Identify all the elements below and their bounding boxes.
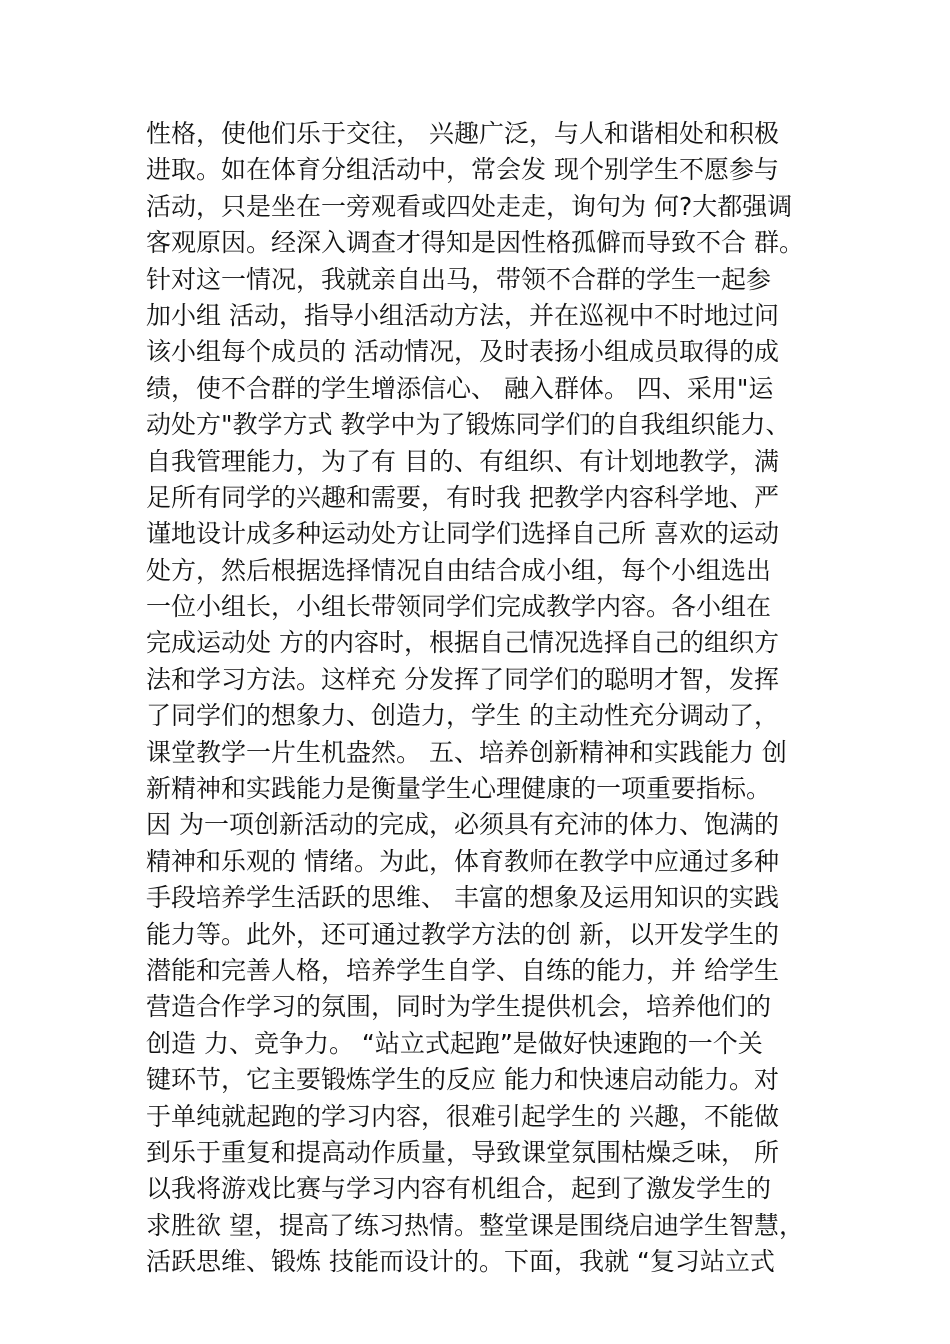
text-line: 创造 力、竞争力。 “站立式起跑”是做好快速跑的一个关 (146, 1028, 763, 1058)
text-line: 针对这一情况，我就亲自出马，带领不合群的学生一起参 (146, 264, 772, 294)
text-line: 营造合作学习的氛围，同时为学生提供机会，培养他们的 (146, 992, 772, 1022)
text-line: 进取。如在体育分组活动中，常会发 现个别学生不愿参与 (146, 155, 779, 185)
body-text (146, 116, 826, 1281)
text-line: 完成运动处 方的内容时，根据自己情况选择自己的组织方 (146, 628, 779, 658)
text-line: 加小组 活动，指导小组活动方法，并在巡视中不时地过问 (146, 300, 779, 330)
text-line: 了同学们的想象力、创造力，学生 的主动性充分调动了， (146, 701, 779, 731)
text-line: 该小组每个成员的 活动情况，及时表扬小组成员取得的成 (146, 337, 779, 367)
text-line: 活跃思维、锻炼 技能而设计的。下面，我就 “复习站立式 (146, 1247, 775, 1277)
text-line: 求胜欲 望，提高了练习热情。整堂课是围绕启迪学生智慧， (146, 1210, 804, 1240)
text-line: 处方，然后根据选择情况自由结合成小组，每个小组选出 (146, 555, 772, 585)
text-line: 以我将游戏比赛与学习内容有机组合，起到了激发学生的 (146, 1174, 772, 1204)
text-line: 自我管理能力，为了有 目的、有组织、有计划地教学，满 (146, 446, 779, 476)
text-line: 绩，使不合群的学生增添信心、 融入群体。 四、采用"运 (146, 373, 774, 403)
text-line: 新精神和实践能力是衡量学生心理健康的一项重要指标。 (146, 774, 772, 804)
text-line: 因 为一项创新活动的完成，必须具有充沛的体力、饱满的 (146, 810, 779, 840)
text-line: 能力等。此外，还可通过教学方法的创 新，以开发学生的 (146, 919, 779, 949)
text-line: 精神和乐观的 情绪。为此，体育教师在教学中应通过多种 (146, 846, 779, 876)
text-line: 谨地设计成多种运动处方让同学们选择自己所 喜欢的运动 (146, 519, 779, 549)
text-line: 到乐于重复和提高动作质量，导致课堂氛围枯燥乏味， 所 (146, 1137, 779, 1167)
text-line: 键环节，它主要锻炼学生的反应 能力和快速启动能力。对 (146, 1065, 779, 1095)
text-line: 活动，只是坐在一旁观看或四处走走，询句为 何?大都强调 (146, 191, 793, 221)
text-line: 动处方"教学方式 教学中为了锻炼同学们的自我组织能力、 (146, 410, 791, 440)
text-line: 潜能和完善人格，培养学生自学、自练的能力，并 给学生 (146, 955, 779, 985)
text-line: 于单纯就起跑的学习内容，很难引起学生的 兴趣，不能做 (146, 1101, 779, 1131)
text-line: 手段培养学生活跃的思维、 丰富的想象及运用知识的实践 (146, 883, 779, 913)
text-line: 性格，使他们乐于交往， 兴趣广泛，与人和谐相处和积极 (146, 119, 779, 148)
text-line: 客观原因。经深入调查才得知是因性格孤僻而导致不合 群。 (146, 228, 804, 258)
text-line: 一位小组长，小组长带领同学们完成教学内容。各小组在 (146, 592, 772, 622)
text-line: 法和学习方法。这样充 分发挥了同学们的聪明才智，发挥 (146, 664, 779, 694)
text-line: 足所有同学的兴趣和需要，有时我 把教学内容科学地、严 (146, 482, 779, 512)
text-line: 课堂教学一片生机盎然。 五、培养创新精神和实践能力 创 (146, 737, 787, 767)
